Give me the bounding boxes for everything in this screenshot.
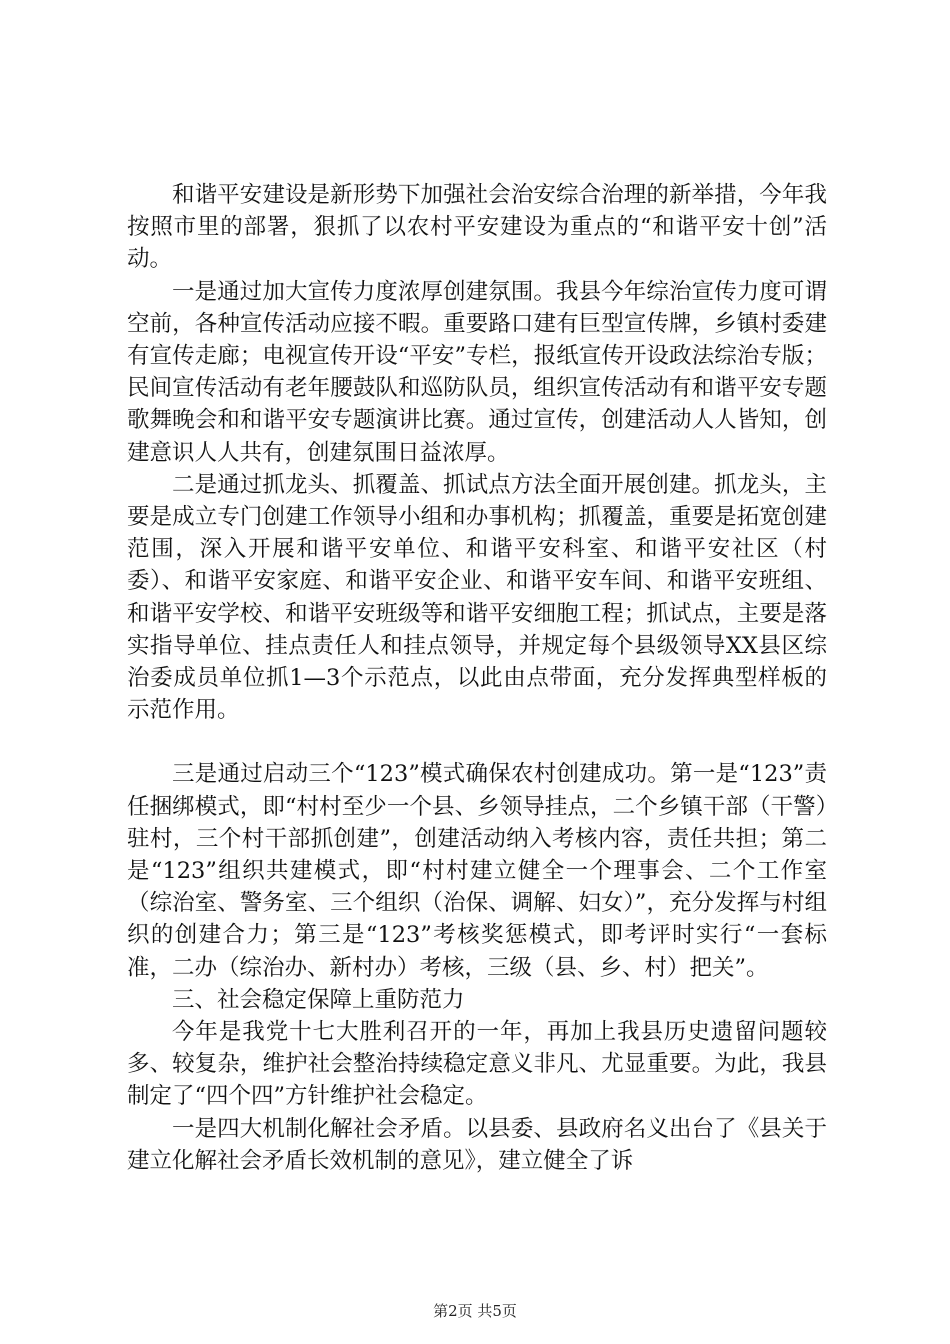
paragraph-123-model: 三是通过启动三个“123”模式确保农村创建成功。第一是“123”责任捆绑模式，即“村村至少一个县、乡领导挂点，二个乡镇干部（干警）驻村，三个村干部抓创建”，创建活动纳入考核内容，责任共担；第二是“123”组织共建模式，即“村村建立健全一个理事会、二个工作室（综治室、警务室、三个组织（治保、调解、妇女）”，充分发挥与村组织的创建合力；第三是“123”考核奖惩模式，即考评时实行“一套标准，二办（综治办、新村办）考核，三级（县、乡、村）把关”。 bbox=[127, 761, 827, 981]
section-heading-stability: 三、社会稳定保障上重防范力 bbox=[172, 986, 465, 1013]
paragraph-stability: 今年是我党十七大胜利召开的一年，再加上我县历史遗留问题较多、较复杂，维护社会整治持续稳定意义非凡、尤显重要。为此，我县制定了“四个四”方针维护社会稳定。 bbox=[127, 1019, 827, 1110]
paragraph-publicity: 一是通过加大宣传力度浓厚创建氛围。我县今年综治宣传力度可谓空前，各种宣传活动应接不暇。重要路口建有巨型宣传牌，乡镇村委建有宣传走廊；电视宣传开设“平安”专栏，报纸宣传开设政法综治专版；民间宣传活动有老年腰鼓队和巡防队员，组织宣传活动有和谐平安专题歌舞晚会和和谐平安专题演讲比赛。通过宣传，创建活动人人皆知，创建意识人人共有，创建氛围日益浓厚。 bbox=[127, 278, 827, 466]
paragraph-mechanism: 一是四大机制化解社会矛盾。以县委、县政府名义出台了《县关于建立化解社会矛盾长效机制的意见》，建立健全了诉 bbox=[127, 1115, 827, 1174]
paragraph-coverage: 二是通过抓龙头、抓覆盖、抓试点方法全面开展创建。抓龙头，主要是成立专门创建工作领导小组和办事机构；抓覆盖，重要是拓宽创建范围，深入开展和谐平安单位、和谐平安科室、和谐平安社区（村委）、和谐平安家庭、和谐平安企业、和谐平安车间、和谐平安班组、和谐平安学校、和谐平安班级等和谐平安细胞工程；抓试点，主要是落实指导单位、挂点责任人和挂点领导，并规定每个县级领导XX县区综治委成员单位抓1—3个示范点，以此由点带面，充分发挥典型样板的示范作用。 bbox=[127, 471, 827, 724]
document-body bbox=[127, 179, 827, 1177]
paragraph-intro: 和谐平安建设是新形势下加强社会治安综合治理的新举措，今年我按照市里的部署，狠抓了以农村平安建设为重点的“和谐平安十创”活动。 bbox=[127, 182, 827, 273]
page-number-footer: 第2页 共5页 bbox=[433, 1302, 517, 1320]
